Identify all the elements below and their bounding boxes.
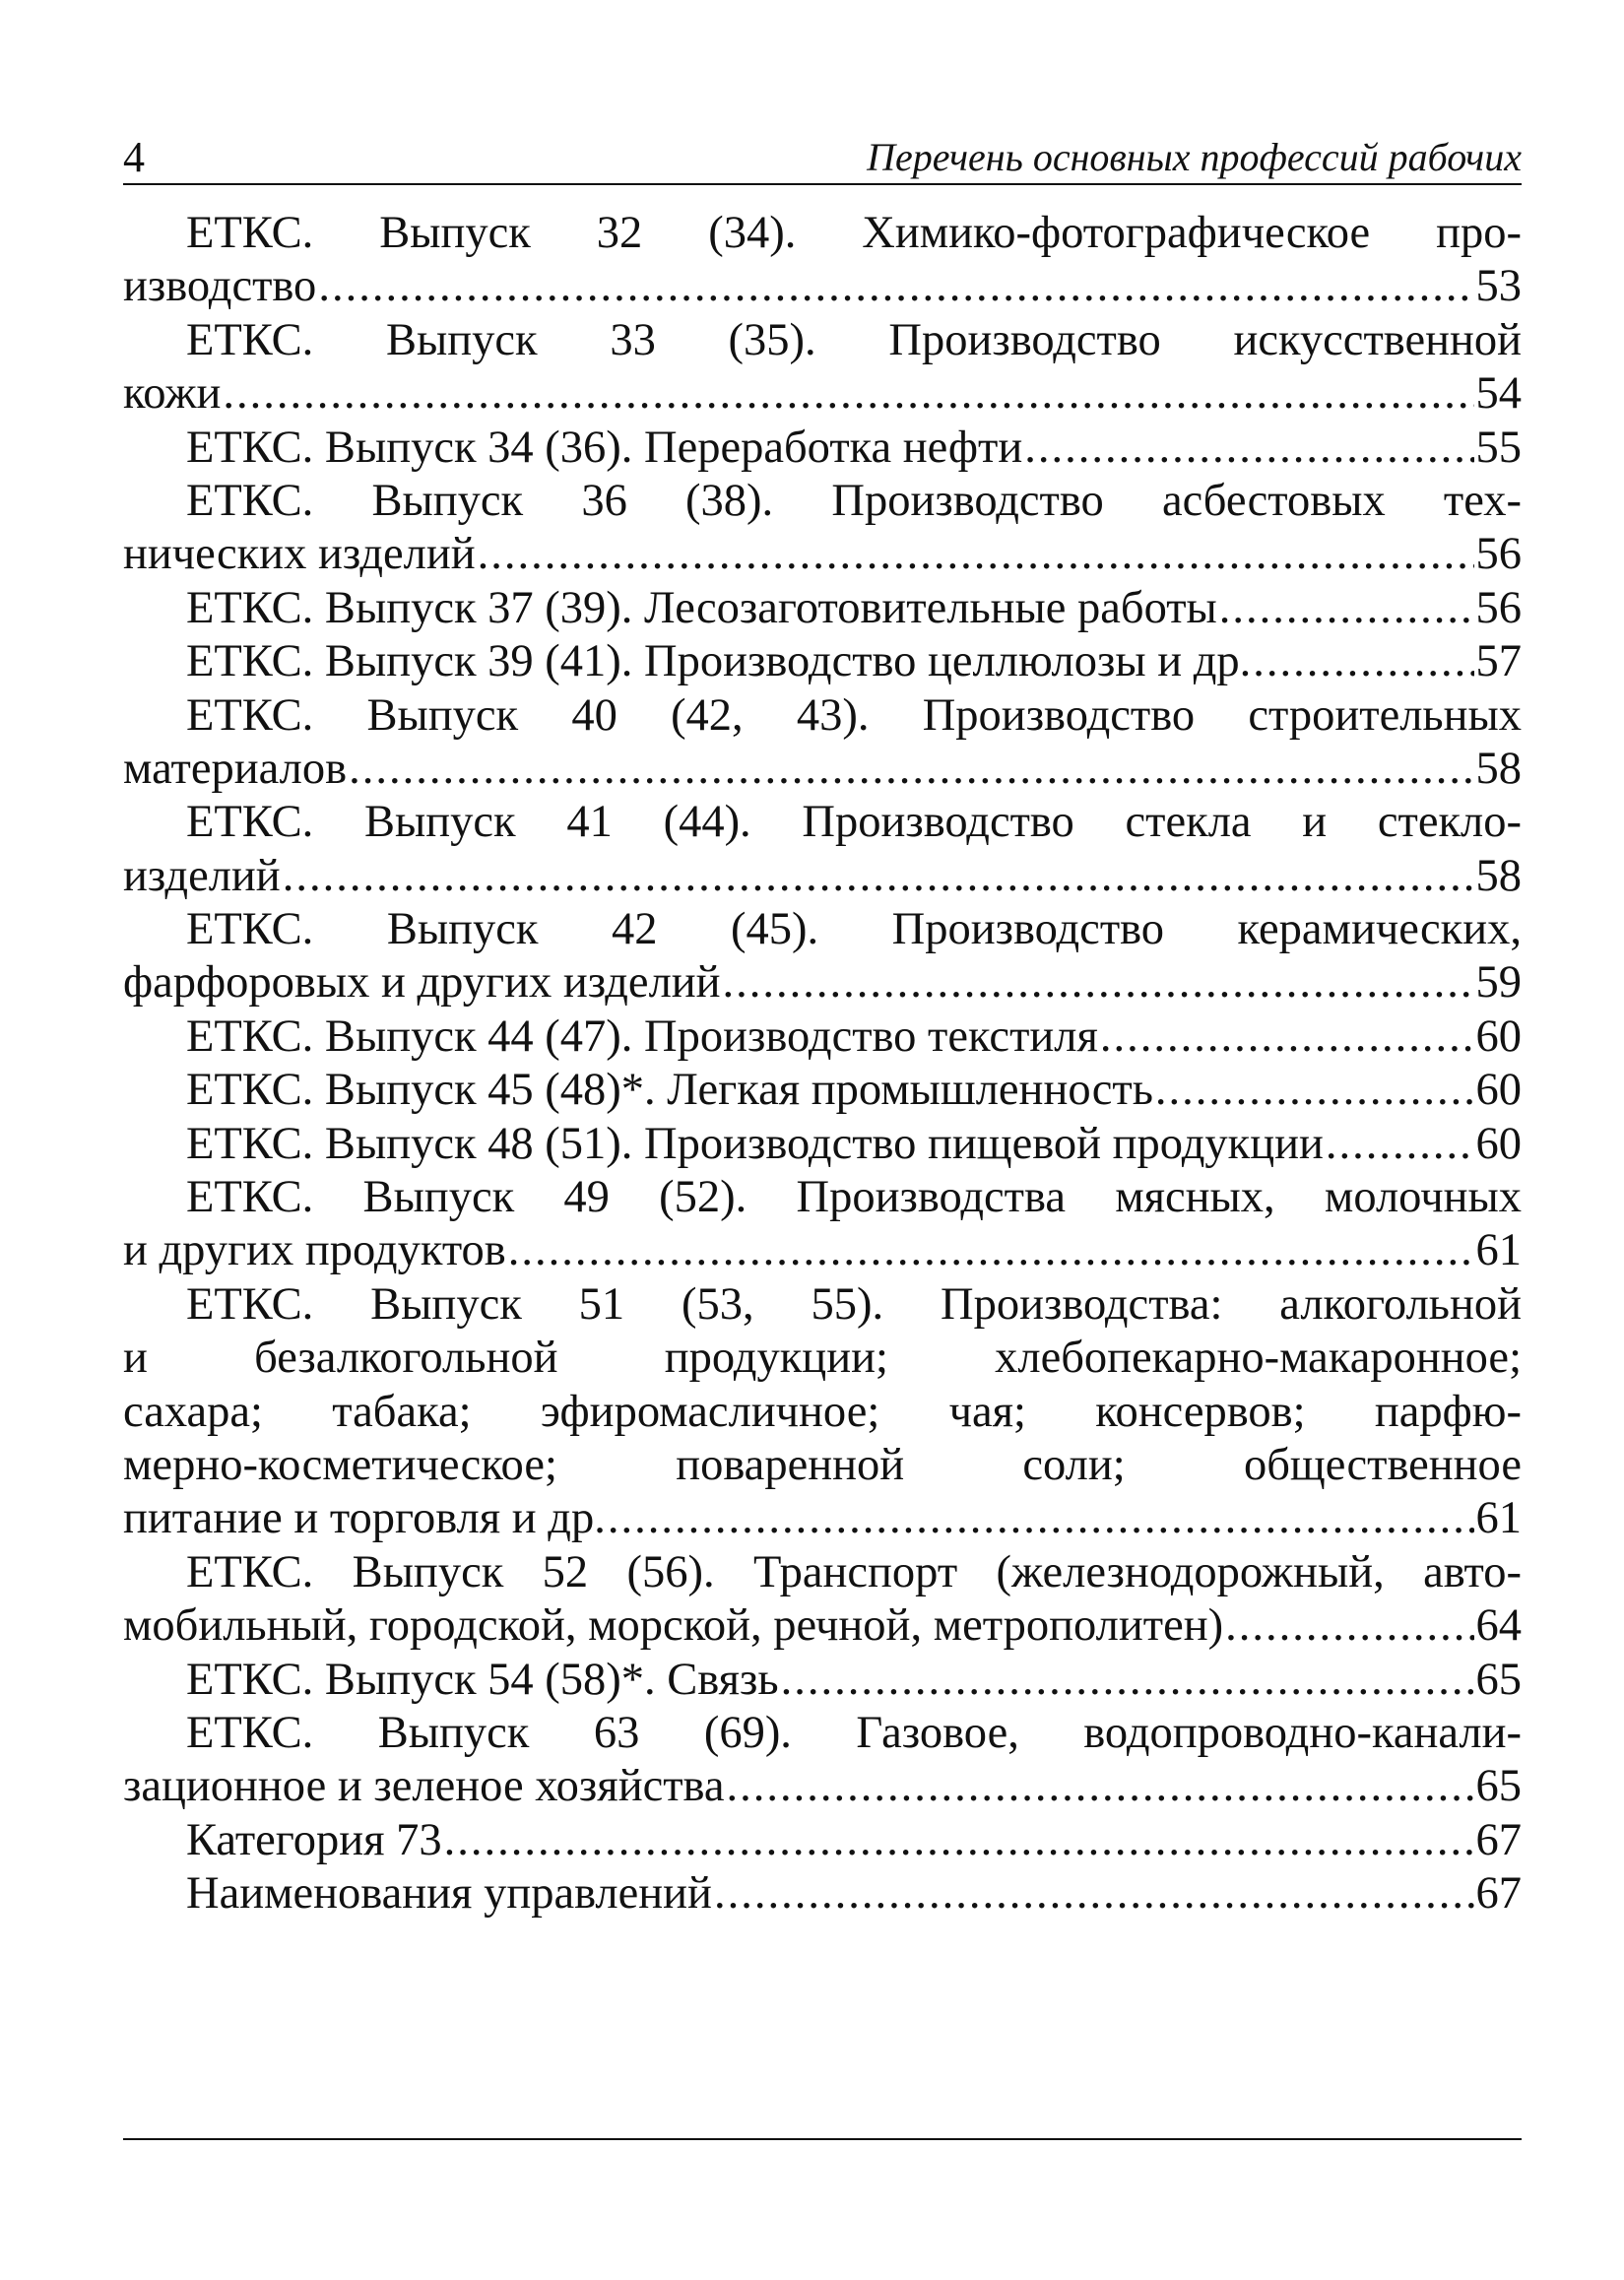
toc-entry: [123, 796, 1522, 903]
dot-leader: [1155, 1064, 1474, 1117]
book-page: [123, 0, 1522, 2280]
toc-page-number: 59: [1475, 957, 1522, 1009]
dot-leader: [727, 1760, 1474, 1813]
dot-leader: [1253, 635, 1473, 688]
toc-entry: [123, 1278, 1522, 1546]
toc-entry: [123, 422, 1522, 475]
toc-page-number: 54: [1475, 368, 1522, 420]
toc-entry-line: ЕТКС. Выпуск 49 (52). Производства мясных, молочных: [186, 1172, 1522, 1223]
toc-entry-line: сахара; табака; эфиромасличное; чая; консервов; парфю-: [123, 1386, 1522, 1437]
toc-entry-title-end: и других продуктов: [123, 1225, 506, 1276]
toc-page-number: 58: [1475, 850, 1522, 901]
toc-page-number: 61: [1475, 1225, 1522, 1276]
toc-page-number: 60: [1475, 1065, 1522, 1116]
toc-page-number: 60: [1475, 1010, 1522, 1062]
toc-entry-last-line: [123, 1492, 1522, 1545]
toc-entry: [123, 582, 1522, 635]
dot-leader: [608, 1492, 1474, 1545]
toc-entry: [123, 903, 1522, 1010]
toc-page-number: 56: [1475, 582, 1522, 633]
toc-entry-line: ЕТКС. Выпуск 40 (42, 43). Производство строительных: [186, 689, 1522, 741]
toc-entry-last-line: [123, 850, 1522, 903]
dot-leader: [478, 528, 1474, 581]
dot-leader: [1225, 1599, 1473, 1653]
dot-leader: [1326, 1118, 1474, 1171]
dot-leader: [714, 1867, 1474, 1921]
toc-entry-title-end: материалов: [123, 743, 348, 794]
toc-entry-line: ЕТКС. Выпуск 63 (69). Газовое, водопроводно-канали-: [186, 1707, 1522, 1758]
toc-entry: [123, 1867, 1522, 1921]
toc-entry: [123, 1707, 1522, 1814]
toc-entry-title-end: ЕТКС. Выпуск 45 (48)*. Легкая промышленность: [186, 1065, 1153, 1116]
dot-leader: [508, 1224, 1474, 1277]
dot-leader: [1219, 582, 1474, 635]
toc-entry-line: ЕТКС. Выпуск 41 (44). Производство стекла и стекло-: [186, 797, 1522, 848]
running-title: Перечень основных профессий рабочих: [867, 135, 1522, 179]
toc-page-number: 58: [1475, 743, 1522, 794]
toc-entry-last-line: [123, 422, 1522, 475]
toc-entry-last-line: [123, 1064, 1522, 1117]
toc-entry-line: ЕТКС. Выпуск 51 (53, 55). Производства: алкогольной: [186, 1278, 1522, 1330]
table-of-contents: [123, 207, 1522, 1922]
toc-entry-title-end: ЕТКС. Выпуск 44 (47). Производство текстиля: [186, 1010, 1098, 1062]
toc-entry-title-end: ЕТКС. Выпуск 54 (58)*. Связь: [186, 1654, 779, 1705]
toc-entry: [123, 1010, 1522, 1064]
dot-leader: [781, 1654, 1474, 1707]
toc-entry-line: ЕТКС. Выпуск 52 (56). Транспорт (железнодорожный, авто-: [186, 1546, 1522, 1597]
page-header: [123, 128, 1522, 185]
toc-entry-title-end: изделий: [123, 850, 281, 901]
toc-page-number: 61: [1475, 1493, 1522, 1544]
toc-entry-last-line: [123, 1760, 1522, 1813]
toc-entry-last-line: [123, 260, 1522, 313]
toc-entry-title-end: ЕТКС. Выпуск 39 (41). Производство целлюлозы и др.: [186, 636, 1252, 687]
toc-entry-last-line: [123, 1010, 1522, 1064]
toc-entry-last-line: [123, 528, 1522, 581]
toc-entry-last-line: [123, 1224, 1522, 1277]
toc-page-number: 65: [1475, 1654, 1522, 1705]
toc-entry-last-line: [123, 635, 1522, 688]
toc-entry-last-line: [123, 1118, 1522, 1171]
toc-entry-last-line: [123, 956, 1522, 1010]
toc-entry-title-end: Наименования управлений: [186, 1868, 712, 1920]
dot-leader: [349, 743, 1473, 796]
toc-entry-line: ЕТКС. Выпуск 42 (45). Производство керамических,: [186, 904, 1522, 955]
toc-entry-last-line: [123, 743, 1522, 796]
toc-entry-last-line: [123, 367, 1522, 421]
toc-entry-title-end: изводство: [123, 261, 317, 312]
toc-entry: [123, 314, 1522, 422]
toc-entry-title-end: мобильный, городской, морской, речной, метрополитен): [123, 1600, 1224, 1652]
toc-entry-last-line: [123, 1599, 1522, 1653]
toc-page-number: 64: [1475, 1600, 1522, 1652]
toc-entry-title-end: ЕТКС. Выпуск 48 (51). Производство пищевой продукции: [186, 1118, 1324, 1169]
dot-leader: [1024, 422, 1473, 475]
toc-entry-title-end: фарфоровых и других изделий: [123, 957, 721, 1009]
toc-entry-title-end: кожи: [123, 368, 222, 420]
dot-leader: [283, 850, 1474, 903]
toc-entry: [123, 207, 1522, 314]
toc-entry-line: ЕТКС. Выпуск 36 (38). Производство асбестовых тех-: [186, 475, 1522, 526]
toc-entry-title-end: питание и торговля и др.: [123, 1493, 606, 1544]
toc-entry-title-end: Категория 73: [186, 1814, 442, 1865]
toc-entry: [123, 1546, 1522, 1654]
toc-entry-last-line: [123, 1654, 1522, 1707]
toc-page-number: 56: [1475, 529, 1522, 580]
toc-entry: [123, 1064, 1522, 1117]
toc-entry-line: и безалкогольной продукции; хлебопекарно-макаронное;: [123, 1333, 1522, 1384]
toc-entry-title-end: нических изделий: [123, 529, 476, 580]
toc-page-number: 60: [1475, 1118, 1522, 1169]
toc-entry-title-end: ЕТКС. Выпуск 34 (36). Переработка нефти: [186, 422, 1023, 473]
toc-page-number: 65: [1475, 1761, 1522, 1812]
toc-entry: [123, 1814, 1522, 1867]
toc-entry: [123, 635, 1522, 688]
dot-leader: [723, 956, 1474, 1010]
toc-entry-line: ЕТКС. Выпуск 33 (35). Производство искусственной: [186, 314, 1522, 365]
toc-entry-last-line: [123, 582, 1522, 635]
toc-entry-last-line: [123, 1814, 1522, 1867]
toc-entry: [123, 1171, 1522, 1278]
dot-leader: [1100, 1010, 1474, 1064]
toc-page-number: 67: [1475, 1868, 1522, 1920]
toc-page-number: 53: [1475, 261, 1522, 312]
toc-page-number: 67: [1475, 1814, 1522, 1865]
dot-leader: [444, 1814, 1474, 1867]
toc-entry: [123, 1654, 1522, 1707]
toc-entry: [123, 475, 1522, 582]
toc-entry: [123, 1118, 1522, 1171]
toc-entry-title-end: зационное и зеленое хозяйства: [123, 1761, 725, 1812]
dot-leader: [318, 260, 1473, 313]
toc-page-number: 57: [1475, 636, 1522, 687]
footer-rule: [123, 2138, 1522, 2140]
page-number: 4: [123, 133, 145, 181]
toc-entry-line: ЕТКС. Выпуск 32 (34). Химико-фотографическое про-: [186, 208, 1522, 258]
dot-leader: [223, 367, 1473, 421]
toc-entry-line: мерно-косметическое; поваренной соли; общественное: [123, 1439, 1522, 1490]
toc-page-number: 55: [1475, 422, 1522, 473]
toc-entry-last-line: [123, 1867, 1522, 1921]
toc-entry-title-end: ЕТКС. Выпуск 37 (39). Лесозаготовительные работы: [186, 582, 1217, 633]
toc-entry: [123, 689, 1522, 797]
